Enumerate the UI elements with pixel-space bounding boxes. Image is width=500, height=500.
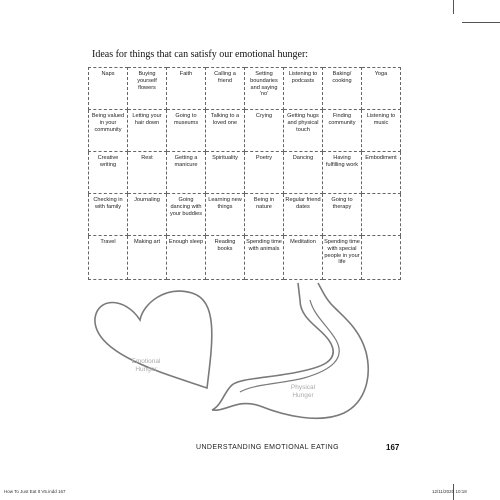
grid-cell: Going dancing with your buddies (167, 194, 206, 236)
grid-cell: Yoga (362, 68, 401, 110)
grid-cell: Listening to podcasts (284, 68, 323, 110)
grid-cell: Journaling (128, 194, 167, 236)
grid-cell: Having fulfilling work (323, 152, 362, 194)
grid-cell: Setting boundaries and saying 'no' (245, 68, 284, 110)
grid-cell: Naps (89, 68, 128, 110)
grid-cell: Crying (245, 110, 284, 152)
grid-cell: Going to museums (167, 110, 206, 152)
page-number: 167 (386, 443, 400, 452)
grid-cell: Spirituality (206, 152, 245, 194)
page-heading: Ideas for things that can satisfy our emotional hunger: (92, 49, 309, 60)
grid-cell: Embodiment (362, 152, 401, 194)
grid-cell: Enough sleep (167, 236, 206, 280)
grid-cell: Baking/ cooking (323, 68, 362, 110)
grid-cell: Checking in with family (89, 194, 128, 236)
emotional-hunger-label: Emotional Hunger (131, 358, 161, 374)
physical-hunger-label: Physical Hunger (290, 384, 316, 400)
grid-cell: Poetry (245, 152, 284, 194)
grid-cell: Talking to a loved one (206, 110, 245, 152)
grid-cell: Going to therapy (323, 194, 362, 236)
grid-cell: Rest (128, 152, 167, 194)
grid-cell: Spending time with special people in your life (323, 236, 362, 280)
grid-cell: Finding community (323, 110, 362, 152)
grid-cell: Getting a manicure (167, 152, 206, 194)
grid-cell: Meditation (284, 236, 323, 280)
grid-cell: Travel (89, 236, 128, 280)
grid-cell: Reading books (206, 236, 245, 280)
grid-cell: Spending time with animals (245, 236, 284, 280)
grid-cell: Listening to music (362, 110, 401, 152)
grid-cell: Creative writing (89, 152, 128, 194)
grid-cell: Dancing (284, 152, 323, 194)
grid-cell: Being valued in your community (89, 110, 128, 152)
grid-cell: Letting your hair down (128, 110, 167, 152)
footer-title: UNDERSTANDING EMOTIONAL EATING (196, 444, 339, 451)
grid-cell: Regular friend dates (284, 194, 323, 236)
grid-cell: Learning new things (206, 194, 245, 236)
grid-cell: Faith (167, 68, 206, 110)
grid-cell: Getting hugs and physical touch (284, 110, 323, 152)
grid-cell: Buying yourself flowers (128, 68, 167, 110)
print-slug-file: How To Just Eat It V5.indd 167 (4, 489, 66, 494)
print-slug-date: 12/11/2020 10:18 (432, 489, 467, 494)
grid-cell: Calling a friend (206, 68, 245, 110)
grid-cell: Being in nature (245, 194, 284, 236)
grid-cell: Making art (128, 236, 167, 280)
